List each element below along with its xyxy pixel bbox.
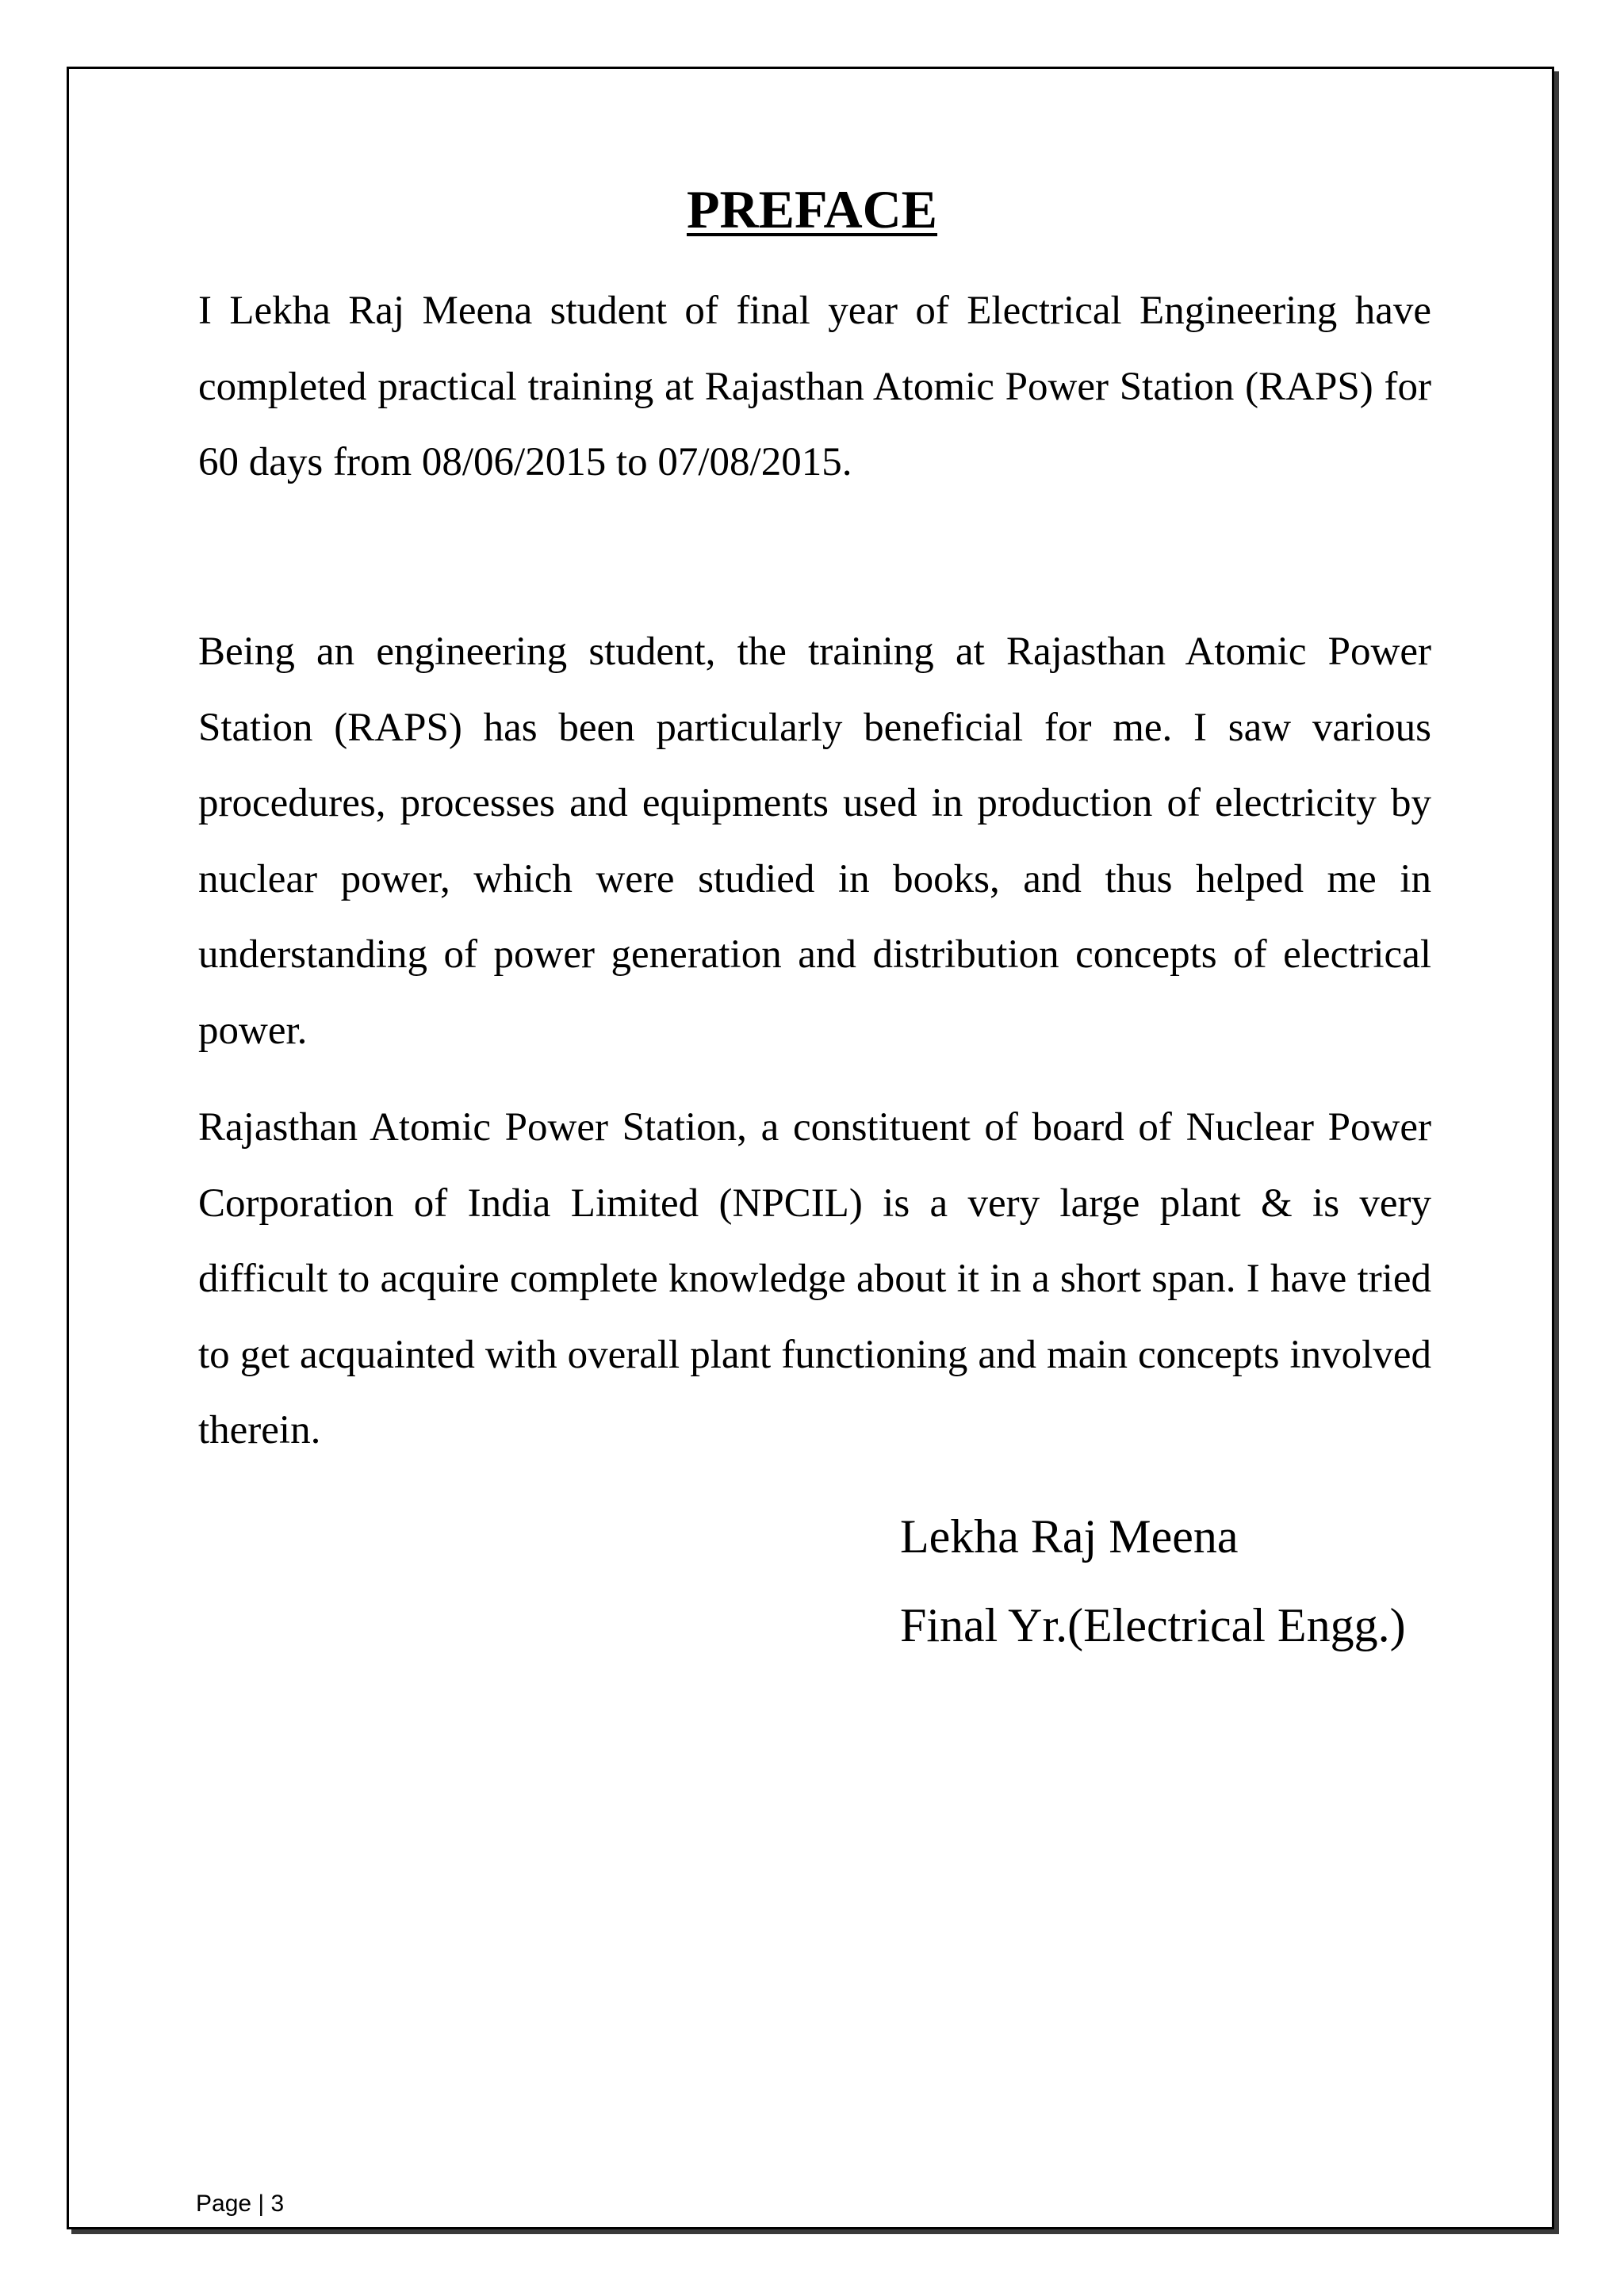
preface-paragraph-3: Rajasthan Atomic Power Station, a constituent of board of Nuclear Power Corporation of India Limited (NPCIL) is a very large plant & is very difficult to acquire complete knowledge about it in a short span. I have tried to get acquainted with overall plant functioning and main concepts involved therein.	[198, 1105, 1431, 1452]
signature-name: Lekha Raj Meena	[900, 1510, 1239, 1563]
preface-paragraph-1: I Lekha Raj Meena student of final year of Electrical Engineering have completed practical training at Rajasthan Atomic Power Station (RAPS) for 60 days from 08/06/2015 to 07/08/2015.	[198, 289, 1431, 484]
page-number: Page | 3	[196, 2191, 285, 2217]
signature-designation: Final Yr.(Electrical Engg.)	[900, 1599, 1406, 1651]
preface-paragraph-2: Being an engineering student, the training at Rajasthan Atomic Power Station (RAPS) has been particularly beneficial for me. I saw various procedures, processes and equipments used in production of electricity by nuclear power, which were studied in books, and thus helped me in understanding of power generation and distribution concepts of electrical power.	[198, 629, 1431, 1053]
page-title: PREFACE	[686, 179, 938, 239]
